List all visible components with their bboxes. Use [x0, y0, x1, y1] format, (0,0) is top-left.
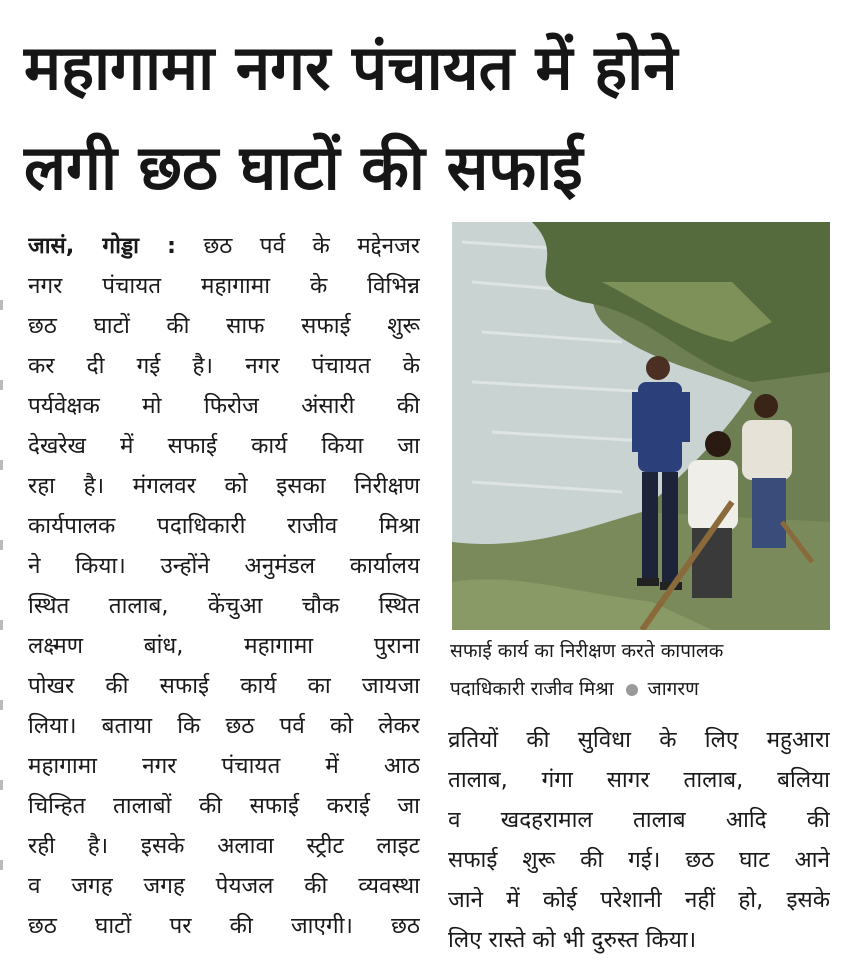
article-left-line: पोखर की सफाई कार्य का जायजा	[28, 673, 420, 699]
article-left-line: पर्यवेक्षक मो फिरोज अंसारी की	[28, 393, 420, 419]
news-photo	[452, 222, 830, 630]
article-left-line: कर दी गई है। नगर पंचायत के	[28, 353, 420, 379]
headline-line-2: लगी छठ घाटों की सफाई	[24, 131, 583, 204]
article-left-line: कार्यपालक पदाधिकारी राजीव मिश्रा	[28, 513, 420, 539]
article-right-column	[448, 720, 830, 960]
article-left-line: लक्ष्मण बांध, महागामा पुराना	[28, 633, 420, 659]
article-right-line: सफाई शुरू की गई। छठ घाट आने	[448, 847, 830, 873]
article-left-line: देखरेख में सफाई कार्य किया जा	[28, 433, 420, 459]
article-first-line-text: छठ पर्व के मद्देनजर	[203, 233, 420, 259]
headline	[24, 18, 824, 218]
article-right-line: लिए रास्ते को भी दुरुस्त किया।	[448, 927, 697, 953]
photo-caption	[450, 632, 835, 708]
article-left-line: स्थित तालाब, केंचुआ चौक स्थित	[28, 593, 420, 619]
article-left-line: लिया। बताया कि छठ पर्व को लेकर	[28, 713, 420, 739]
photo-illustration	[452, 222, 830, 630]
article-left-line: ने किया। उन्होंने अनुमंडल कार्यालय	[28, 553, 420, 579]
article-left-line: छठ घाटों पर की जाएगी। छठ	[28, 913, 420, 939]
article-left-line: महागामा नगर पंचायत में आठ	[28, 753, 420, 779]
article-left-line: रही है। इसके अलावा स्ट्रीट लाइट	[28, 833, 420, 859]
article-left-line: रहा है। मंगलवर को इसका निरीक्षण	[28, 473, 420, 499]
photo-credit: जागरण	[647, 678, 699, 700]
edge-marks	[0, 300, 4, 900]
dateline: जासं, गोड्डा :	[28, 233, 177, 259]
article-first-line	[28, 226, 420, 266]
article-left-line: व जगह जगह पेयजल की व्यवस्था	[28, 873, 420, 899]
article-left-line: चिन्हित तालाबों की सफाई कराई जा	[28, 793, 420, 819]
article-left-line: छठ घाटों की साफ सफाई शुरू	[28, 313, 420, 339]
article-right-line: तालाब, गंगा सागर तालाब, बलिया	[448, 767, 830, 793]
article-left-line: नगर पंचायत महागामा के विभिन्न	[28, 273, 420, 299]
caption-line-2-text: पदाधिकारी राजीव मिश्रा	[450, 678, 614, 700]
bullet-dot-icon	[626, 684, 638, 696]
article-right-line: व खदहरामाल तालाब आदि की	[448, 807, 830, 833]
caption-line-2	[450, 670, 835, 708]
caption-line-1: सफाई कार्य का निरीक्षण करते कापालक	[450, 640, 724, 662]
article-right-line: जाने में कोई परेशानी नहीं हो, इसके	[448, 887, 830, 913]
article-right-line: व्रतियों की सुविधा के लिए महुआरा	[448, 727, 830, 753]
article-left-column	[28, 226, 420, 946]
headline-line-1: महागामा नगर पंचायत में होने	[24, 31, 678, 104]
